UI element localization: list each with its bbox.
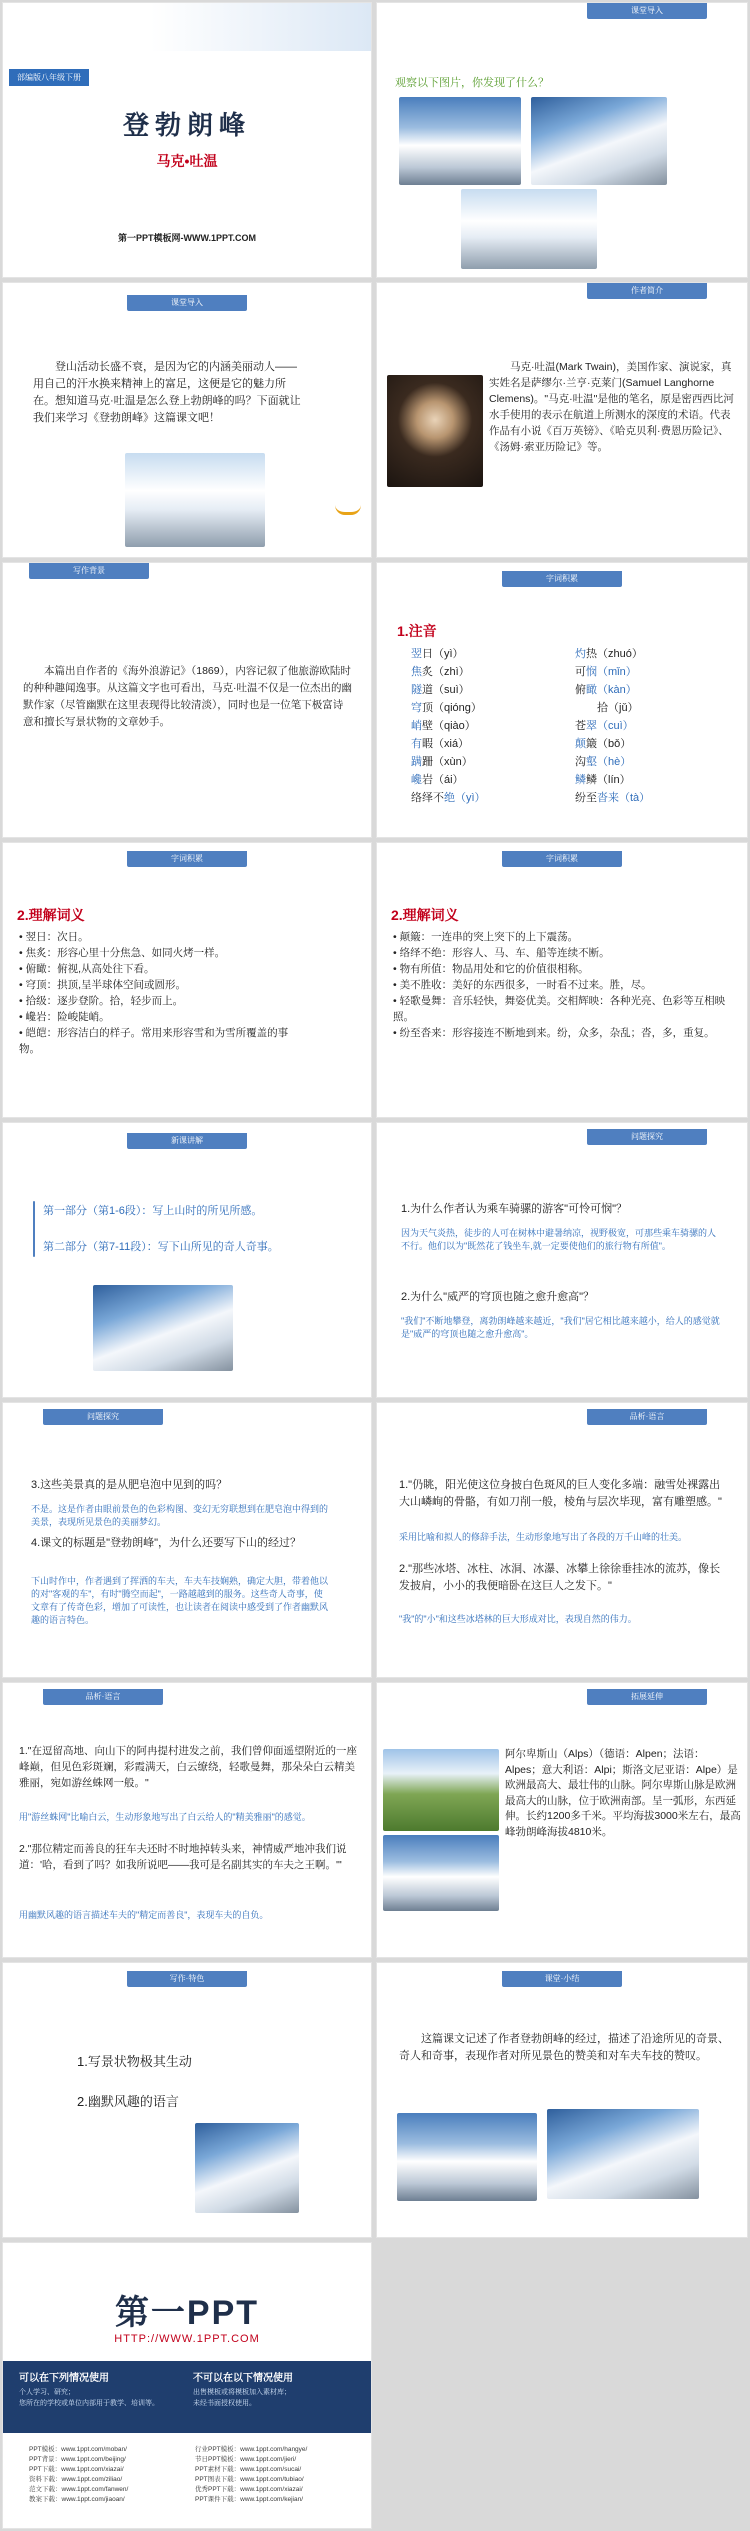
slide-title[interactable] xyxy=(2,2,372,278)
question-2: 2.为什么"威严的穹顶也随之愈升愈高"？ xyxy=(401,1291,594,1303)
answer-2: "我们"不断地攀登，离勃朗峰越来越近，"我们"居它相比越来越小，给人的感觉就是"威严的穹顶也随之愈升愈高"。 xyxy=(401,1316,720,1339)
list-item: 穹顶（qióng） xyxy=(411,702,482,714)
slide-background[interactable] xyxy=(2,562,372,838)
alps-text: 阿尔卑斯山（Alps）（德语：Alpen；法语：Alpes；意大利语：Alpi；斯洛文尼亚语：Alpe）是欧洲最高大、最壮伟的山脉。阿尔卑斯山脉是欧洲最高大的山脉，位于欧洲南部。呈一弧形，东西延伸。长约1200多千米。平均海拔3000米左右，最高峰勃朗峰海拔4810米。 xyxy=(505,1748,741,1838)
answer-1: 因为天气炎热，徒步的人可在树林中避暑纳凉，视野极宽，可那些乘车骑骡的人不行。他们以为"既然花了钱坐车,就一定要使他们的旅行物有所值"。 xyxy=(401,1228,717,1251)
list-item: 拾（jǔ） xyxy=(597,702,639,714)
pictures-caption: 观察以下图片，你发现了什么？ xyxy=(395,77,549,89)
allowed-title: 可以在下列情况使用 xyxy=(19,2373,109,2384)
section-heading: 2.理解词义 xyxy=(17,907,85,923)
slide-tag: 品析·语言 xyxy=(587,1409,707,1425)
list-item: 个人学习、研究； xyxy=(19,2389,75,2396)
link[interactable]: PPT图表下载：www.1ppt.com/tubiao/ xyxy=(195,2476,304,2483)
brace-icon xyxy=(33,1201,35,1257)
list-item: • 皑皑：形容洁白的样子。常用来形容雪和为雪所覆盖的事物。 xyxy=(19,1027,289,1055)
slide-tag: 课堂导入 xyxy=(127,295,247,311)
list-item: 出售模板或将模板加入素材库； xyxy=(193,2389,291,2396)
list-item: • 拾级：逐步登阶。拾，轻步而上。 xyxy=(19,995,184,1007)
slide-tag: 字词积累 xyxy=(502,851,622,867)
feature-1: 1.写景状物极其生动 xyxy=(77,2054,192,2069)
mountain-photo-3 xyxy=(461,189,597,269)
list-item: • 轻歌曼舞：音乐轻快，舞姿优美。交相辉映：各种光亮、色彩等互相映照。 xyxy=(393,995,726,1023)
slide-word-meaning-2[interactable] xyxy=(376,842,748,1118)
list-item: 未经书面授权使用。 xyxy=(193,2400,256,2407)
mountain-photo-2 xyxy=(531,97,667,185)
list-item: 颠簸（bǒ） xyxy=(575,738,632,750)
list-item: • 翌日：次日。 xyxy=(19,931,89,943)
list-item: 俯瞰（kàn） xyxy=(575,684,637,696)
summit-photo-1 xyxy=(397,2113,537,2201)
slide-tag: 字词积累 xyxy=(502,571,622,587)
slide-tag: 品析·语言 xyxy=(43,1689,163,1705)
list-item: 巉岩（ái） xyxy=(411,774,464,786)
slide-pronunciation[interactable] xyxy=(376,562,748,838)
analysis-1: 用"游丝蛛网"比喻白云，生动形象地写出了白云给人的"精美雅丽"的感觉。 xyxy=(19,1812,311,1822)
slide-structure[interactable] xyxy=(2,1122,372,1398)
link[interactable]: 行业PPT模板：www.1ppt.com/hangye/ xyxy=(195,2446,308,2453)
link[interactable]: PPT下载：www.1ppt.com/xiazai/ xyxy=(29,2466,124,2473)
quote-2: 2."那位精定而善良的狂车夫还时不时地掉转头来，神情威严地冲我们说道：'哈，看到了吗？如我所说吧——我可是名副其实的车夫之王啊。'" xyxy=(19,1843,347,1871)
page-title: 登勃朗峰 xyxy=(122,110,251,140)
links-left xyxy=(29,2445,128,2505)
list-item: • 络绎不绝：形容人、马、车、船等连续不断。 xyxy=(393,947,610,959)
author-portrait xyxy=(387,375,483,487)
alps-train-photo xyxy=(383,1835,499,1911)
list-item: 纷至沓来（tà） xyxy=(575,792,651,804)
link[interactable]: 资料下载：www.1ppt.com/ziliao/ xyxy=(29,2476,123,2483)
alps-valley-photo xyxy=(383,1749,499,1831)
question-4: 4.课文的标题是"登勃朗峰"，为什么还要写下山的经过？ xyxy=(31,1537,301,1549)
summary-text: 这篇课文记述了作者登勃朗峰的经过，描述了沿途所见的奇景、奇人和奇事，表现作者对所见景色的赞美和对车夫车技的赞叹。 xyxy=(399,2033,729,2062)
list-item: • 物有所值：物品用处和它的价值很相称。 xyxy=(393,963,589,975)
link[interactable]: PPT课件下载：www.1ppt.com/kejian/ xyxy=(195,2496,304,2503)
feature-2: 2.幽默风趣的语言 xyxy=(77,2094,179,2109)
list-item: • 俯瞰：俯视,从高处往下看。 xyxy=(19,963,155,975)
list-item: 您所在的学校或单位内部用于教学、培训等。 xyxy=(19,2400,159,2407)
pronunciation-list-left xyxy=(411,645,486,807)
list-item: 苍翠（cuì） xyxy=(575,720,634,732)
mountain-photo-1 xyxy=(399,97,521,185)
slide-tag: 写作背景 xyxy=(29,563,149,579)
link[interactable]: 节日PPT模板：www.1ppt.com/jieri/ xyxy=(195,2456,297,2463)
word-meaning-list xyxy=(393,929,733,1041)
section-heading: 1.注音 xyxy=(397,623,437,639)
slide-language-2[interactable] xyxy=(2,1682,372,1958)
list-item: 峭壁（qiào） xyxy=(411,720,476,732)
author-name: 马克•吐温 xyxy=(156,153,218,169)
allowed-list xyxy=(19,2387,159,2409)
list-item: 可悯（mǐn） xyxy=(575,666,637,678)
title-header-band xyxy=(3,3,371,51)
slide-tag: 写作·特色 xyxy=(127,1971,247,1987)
slide-word-meaning-1[interactable] xyxy=(2,842,372,1118)
slide-tag: 课堂导入 xyxy=(587,3,707,19)
slide-tag: 问题探究 xyxy=(587,1129,707,1145)
mountain-photo xyxy=(93,1285,233,1371)
slide-questions-1[interactable] xyxy=(376,1122,748,1398)
question-3: 3.这些美景真的是从肥皂泡中见到的吗？ xyxy=(31,1479,228,1491)
answer-3: 不是。这是作者由眼前景色的色彩构图、变幻无穷联想到在肥皂泡中得到的美景，表现所见景色的美丽梦幻。 xyxy=(31,1504,329,1527)
analysis-1: 采用比喻和拟人的修辞手法，生动形象地写出了各段的万千山峰的壮美。 xyxy=(399,1532,688,1542)
slide-extension[interactable] xyxy=(376,1682,748,1958)
link[interactable]: PPT模板：www.1ppt.com/moban/ xyxy=(29,2446,127,2453)
link[interactable]: 范文下载：www.1ppt.com/fanwen/ xyxy=(29,2486,129,2493)
list-item: • 颠簸：一连串的突上突下的上下震荡。 xyxy=(393,931,579,943)
publisher-badge: 部编版八年级下册 xyxy=(9,69,89,86)
not-allowed-title: 不可以在以下情况使用 xyxy=(193,2373,293,2384)
footer-logo: 第一PPT xyxy=(114,2294,260,2332)
usage-panel xyxy=(3,2361,371,2433)
link[interactable]: 教案下载：www.1ppt.com/jiaoan/ xyxy=(29,2496,125,2503)
slide-tag: 作者简介 xyxy=(587,283,707,299)
footer-url[interactable]: HTTP://WWW.1PPT.COM xyxy=(114,2333,260,2345)
word-meaning-list xyxy=(19,929,309,1057)
quote-1: 1."在逗留高地、向山下的阿冉提村进发之前，我们曾仰面遥望附近的一座峰巅，但见色彩斑斓，彩霞满天，白云缭绕，轻歌曼舞，那朵朵白云精美雅丽，宛如游丝蛛网一般。" xyxy=(19,1745,357,1789)
link[interactable]: 优秀PPT下载：www.1ppt.com/xiazai/ xyxy=(195,2486,303,2493)
slide-language-1[interactable] xyxy=(376,1402,748,1678)
answer-4: 下山时作中，作者遇到了挥洒的车夫，车夫车技娴熟，确定大胆，带着他以的对"客观的车"，有时"腾空而起"，一路越越到的服务。这些奇人奇事，使文章有了传奇色彩，增加了可读性，也让读者在阅读中感受到了作者幽默风趣的语言特色。 xyxy=(31,1576,329,1625)
summit-photo-2 xyxy=(547,2109,699,2199)
slide-footer[interactable] xyxy=(2,2242,372,2529)
list-item: 络绎不绝（yì） xyxy=(411,792,486,804)
list-item: 鳞鳞（lín） xyxy=(575,774,631,786)
slide-author-bio[interactable] xyxy=(376,282,748,558)
arrow-icon xyxy=(335,505,361,515)
list-item: 灼热（zhuó） xyxy=(575,648,643,660)
author-bio-text: 马克·吐温(Mark Twain)，美国作家、演说家，真实姓名是萨缪尔·兰亨·克莱门(Samuel Langhorne Clemens)。"马克·吐温"是他的笔名，原是密西西比河水手使用的表示在航道上所测水的深度的术语。代表作品有小说《百万英镑》、《哈克贝利·费恩历险记》、《汤姆·索亚历险记》等。 xyxy=(489,361,734,453)
slide-intro-climbing[interactable] xyxy=(2,282,372,558)
slide-tag: 课堂·小结 xyxy=(502,1971,622,1987)
pronunciation-list-right xyxy=(575,645,650,807)
slide-summary[interactable] xyxy=(376,1962,748,2238)
slide-tag: 新课讲解 xyxy=(127,1133,247,1149)
slide-tag: 字词积累 xyxy=(127,851,247,867)
peaks-photo xyxy=(195,2123,299,2213)
link[interactable]: PPT素材下载：www.1ppt.com/sucai/ xyxy=(195,2466,302,2473)
slide-writing-features[interactable] xyxy=(2,1962,372,2238)
question-1: 1.为什么作者认为乘车骑骡的游客"可怜可悯"？ xyxy=(401,1203,627,1215)
list-item: • 焦炙：形容心里十分焦急、如同火烤一样。 xyxy=(19,947,226,959)
background-text: 本篇出自作者的《海外浪游记》（1869），内容记叙了他旅游欧陆时的种种趣闻逸事。从这篇文字也可看出，马克·吐温不仅是一位杰出的幽默作家（尽管幽默在这里表现得比较清淡），同时也是一位笔下极富诗意和擅长写景状物的文章妙手。 xyxy=(23,665,352,728)
list-item: 焦炙（zhì） xyxy=(411,666,470,678)
analysis-2: 用幽默风趣的语言描述车夫的"精定而善良"，表现车夫的自负。 xyxy=(19,1910,269,1920)
slide-tag: 问题探究 xyxy=(43,1409,163,1425)
site-label: 第一PPT模板网-WWW.1PPT.COM xyxy=(118,233,256,243)
list-item: 沟壑（hè） xyxy=(575,756,632,768)
intro-paragraph: 登山活动长盛不衰，是因为它的内涵美丽动人——用自己的汗水换来精神上的富足，这便是它的魅力所在。想知道马克·吐温是怎么登上勃朗峰的吗？下面就让我们来学习《登勃朗峰》这篇课文吧！ xyxy=(33,361,301,424)
link[interactable]: PPT背景：www.1ppt.com/beijing/ xyxy=(29,2456,126,2463)
section-heading: 2.理解词义 xyxy=(391,907,459,923)
quote-2: 2."那些冰塔、冰柱、冰洞、冰瀑、冰攀上徐徐垂挂冰的流苏，像长发披肩，小小的我便暗卧在这巨人之发下。" xyxy=(399,1563,721,1592)
list-item: • 穹顶：拱顶,呈半球体空间或圆形。 xyxy=(19,979,187,991)
climbers-photo xyxy=(125,453,265,547)
analysis-2: "我"的"小"和这些冰塔林的巨大形成对比，表现自然的伟力。 xyxy=(399,1614,637,1624)
part-two: 第二部分（第7-11段）：写下山所见的奇人奇事。 xyxy=(43,1241,279,1253)
slide-questions-2[interactable] xyxy=(2,1402,372,1678)
list-item: 翌日（yì） xyxy=(411,648,464,660)
slide-intro-pictures[interactable] xyxy=(376,2,748,278)
part-one: 第一部分（第1-6段）：写上山时的所见所感。 xyxy=(43,1205,263,1217)
list-item: • 纷至沓来：形容接连不断地到来。纷，众多，杂乱；沓，多，重复。 xyxy=(393,1027,715,1039)
list-item: 有暇（xiá） xyxy=(411,738,470,750)
list-item: • 巉岩：险峻陡峭。 xyxy=(19,1011,110,1023)
list-item: 隧道（suì） xyxy=(411,684,470,696)
list-item: • 美不胜收：美好的东西很多，一时看不过来。胜，尽。 xyxy=(393,979,652,991)
list-item: 蹒跚（xùn） xyxy=(411,756,473,768)
quote-1: 1."仍眺，阳光使这位身披白色斑风的巨人变化多端：融雪处裸露出大山嶙峋的骨骼，有如刀削一般，棱角与层次毕现，富有雕塑感。" xyxy=(399,1479,722,1508)
links-right xyxy=(195,2445,307,2505)
slide-tag: 拓展延伸 xyxy=(587,1689,707,1705)
not-allowed-list xyxy=(193,2387,291,2409)
